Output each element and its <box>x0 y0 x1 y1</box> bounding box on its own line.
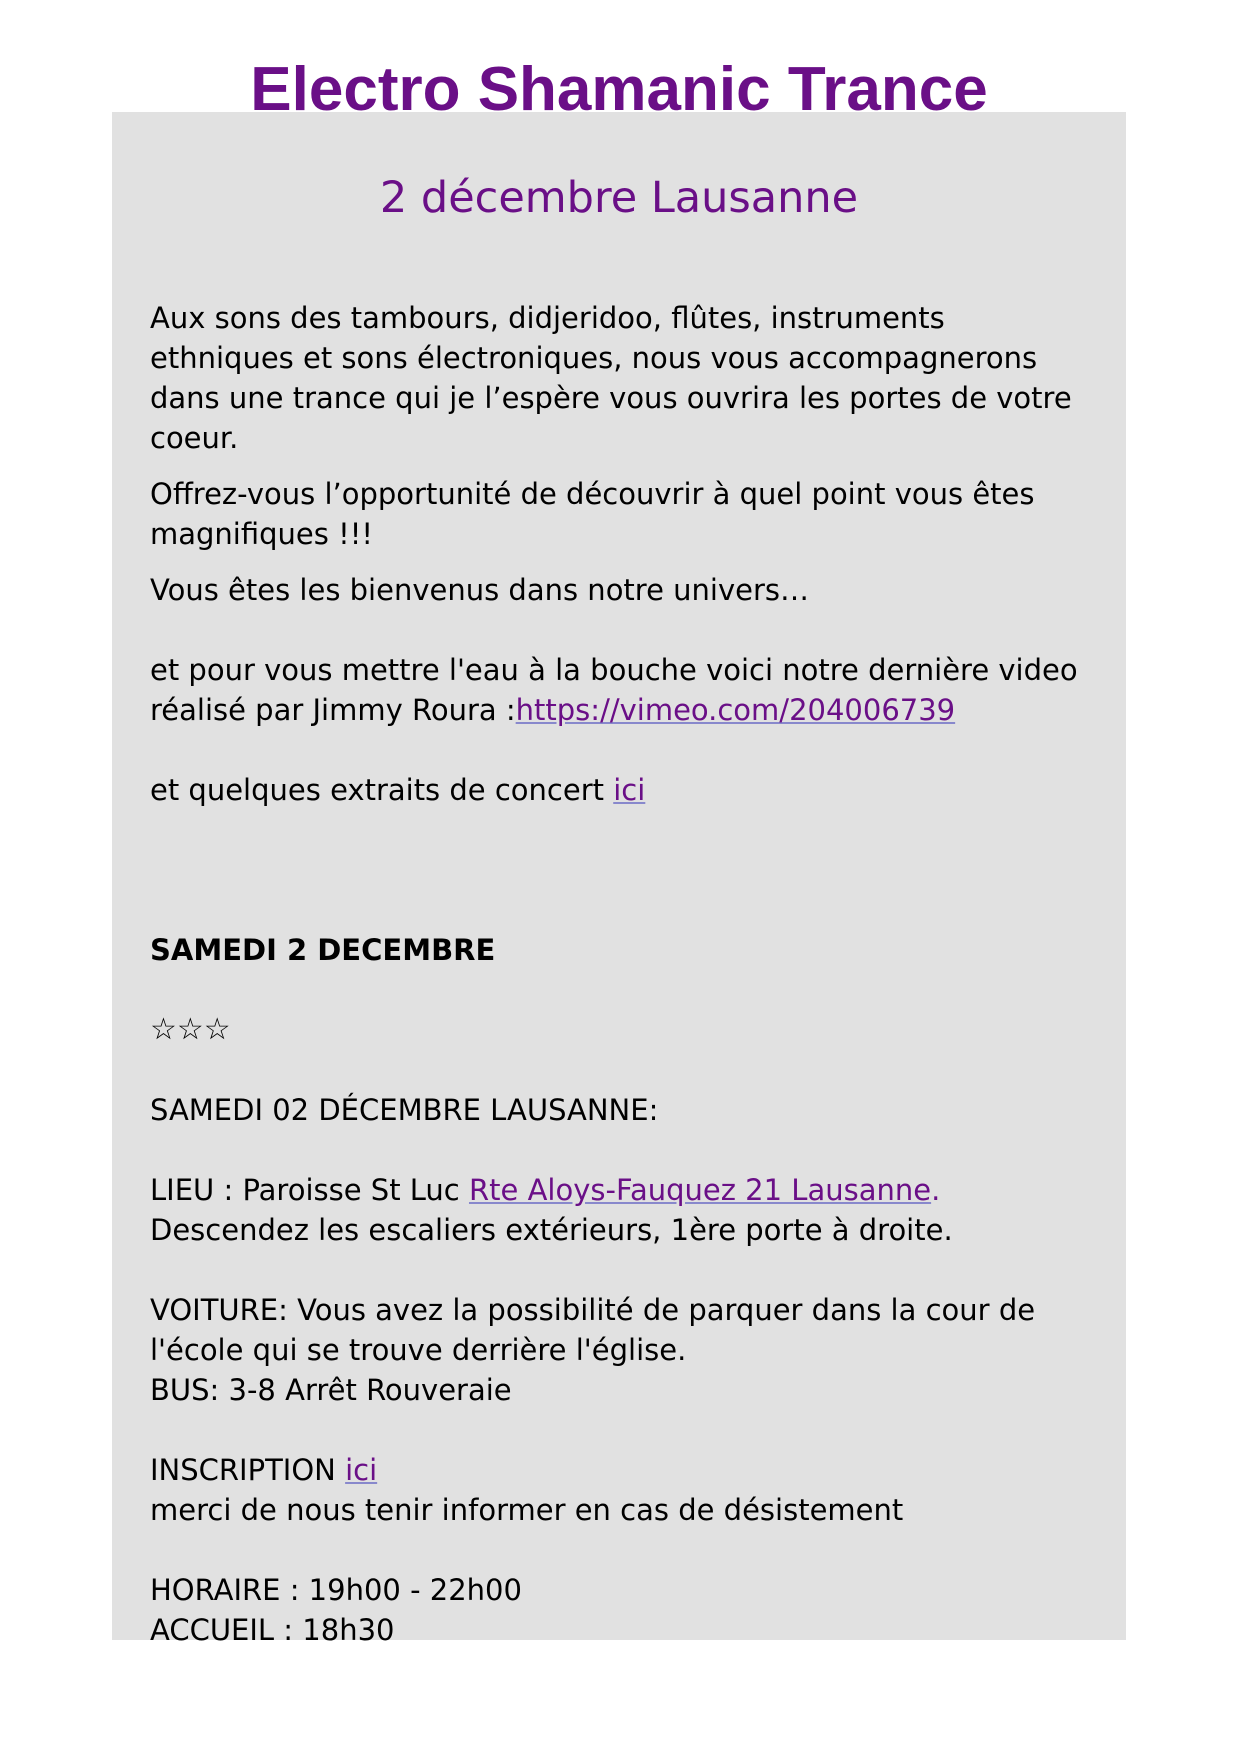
extracts-line <box>150 770 645 810</box>
intro-line-3: dans une trance qui je l’espère vous ouvrira les portes de votre <box>150 381 1072 415</box>
lieu-line <box>150 1170 940 1210</box>
flyer-panel <box>112 55 1126 1647</box>
date-heading: SAMEDI 2 DECEMBRE <box>150 933 496 967</box>
extracts-link[interactable]: ici <box>613 773 646 807</box>
page-title: Electro Shamanic Trance <box>250 55 988 124</box>
bus-line: BUS: 3-8 Arrêt Rouveraie <box>150 1373 512 1407</box>
intro-line-1: Aux sons des tambours, didjeridoo, flûtes, instruments <box>150 301 945 335</box>
page-subtitle: 2 décembre Lausanne <box>379 173 859 223</box>
lieu-text: LIEU : Paroisse St Luc <box>150 1173 469 1207</box>
video-line-1: et pour vous mettre l'eau à la bouche voici notre dernière video <box>150 653 1078 687</box>
intro-line-2: ethniques et sons électroniques, nous vous accompagnerons <box>150 341 1038 375</box>
horaire-line: HORAIRE : 19h00 - 22h00 <box>150 1573 522 1607</box>
intro-line-4: coeur. <box>150 421 239 455</box>
stars-icon: ☆☆☆ <box>150 1012 231 1047</box>
welcome-line: Vous êtes les bienvenus dans notre univers… <box>150 573 809 607</box>
date-city-line: SAMEDI 02 DÉCEMBRE LAUSANNE: <box>150 1093 659 1127</box>
car-line-2: l'école qui se trouve derrière l'église. <box>150 1333 687 1367</box>
accueil-line: ACCUEIL : 18h30 <box>150 1613 395 1647</box>
invite-line-1: Offrez-vous l’opportunité de découvrir à quel point vous êtes <box>150 477 1035 511</box>
inscription-link[interactable]: ici <box>345 1453 378 1487</box>
inscription-text: INSCRIPTION <box>150 1453 346 1487</box>
inscription-line <box>150 1450 377 1490</box>
invite-line-2: magnifiques !!! <box>150 517 373 551</box>
extracts-text: et quelques extraits de concert <box>150 773 614 807</box>
car-line-1: VOITURE: Vous avez la possibilité de parquer dans la cour de <box>150 1293 1036 1327</box>
video-credit-text: réalisé par Jimmy Roura : <box>150 693 516 727</box>
directions-line: Descendez les escaliers extérieurs, 1ère porte à droite. <box>150 1213 953 1247</box>
video-line-2 <box>150 690 955 730</box>
vimeo-link[interactable]: https://vimeo.com/204006739 <box>515 693 956 727</box>
lieu-dot: . <box>931 1173 941 1207</box>
address-link[interactable]: Rte Aloys-Fauquez 21 Lausanne <box>468 1173 932 1207</box>
cancel-note: merci de nous tenir informer en cas de désistement <box>150 1493 904 1527</box>
